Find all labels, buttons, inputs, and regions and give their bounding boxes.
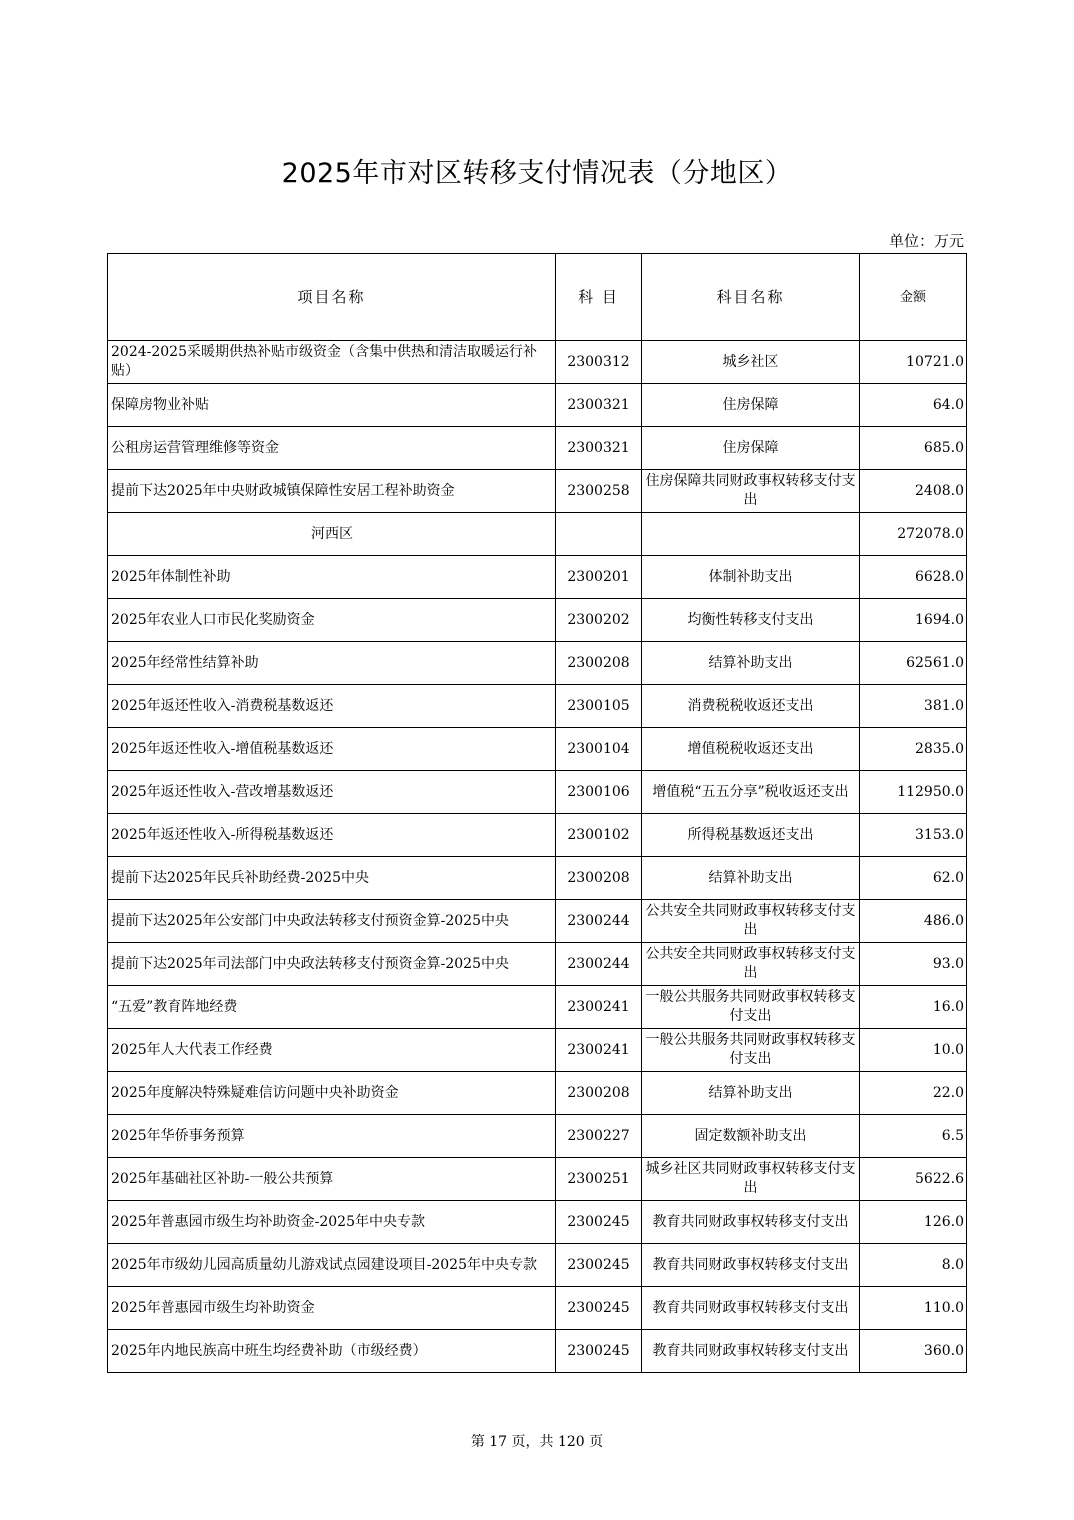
row-subject: 教育共同财政事权转移支付支出: [642, 1244, 860, 1287]
header-code: 科 目: [556, 254, 642, 341]
row-amount: 1694.0: [860, 599, 967, 642]
row-amount: 272078.0: [860, 513, 967, 556]
row-amount: 2408.0: [860, 470, 967, 513]
table-row: [108, 1115, 967, 1158]
row-code: [556, 513, 642, 556]
row-subject: 结算补助支出: [642, 642, 860, 685]
table-row: [108, 556, 967, 599]
row-code: 2300312: [556, 341, 642, 384]
row-amount: 486.0: [860, 900, 967, 943]
row-name: 提前下达2025年公安部门中央政法转移支付预资金算-2025中央: [108, 900, 556, 943]
row-name: 2025年内地民族高中班生均经费补助（市级经费）: [108, 1330, 556, 1373]
row-subject: 结算补助支出: [642, 857, 860, 900]
row-code: 2300104: [556, 728, 642, 771]
row-name: 2025年经常性结算补助: [108, 642, 556, 685]
row-name: 2025年返还性收入-所得税基数返还: [108, 814, 556, 857]
table-row: [108, 728, 967, 771]
row-code: 2300227: [556, 1115, 642, 1158]
row-code: 2300202: [556, 599, 642, 642]
row-subject: 所得税基数返还支出: [642, 814, 860, 857]
row-code: 2300208: [556, 1072, 642, 1115]
row-amount: 6.5: [860, 1115, 967, 1158]
row-subject: 城乡社区共同财政事权转移支付支出: [642, 1158, 860, 1201]
row-subject: 增值税税收返还支出: [642, 728, 860, 771]
row-subject: 住房保障: [642, 427, 860, 470]
table-header-row: [108, 254, 967, 341]
row-code: 2300244: [556, 900, 642, 943]
table-row: [108, 599, 967, 642]
row-code: 2300251: [556, 1158, 642, 1201]
row-amount: 685.0: [860, 427, 967, 470]
table-row: [108, 341, 967, 384]
row-name: 保障房物业补贴: [108, 384, 556, 427]
row-code: 2300258: [556, 470, 642, 513]
table-row: [108, 1029, 967, 1072]
section-row: [108, 513, 967, 556]
row-code: 2300208: [556, 642, 642, 685]
row-name: 提前下达2025年民兵补助经费-2025中央: [108, 857, 556, 900]
row-amount: 126.0: [860, 1201, 967, 1244]
table-row: [108, 470, 967, 513]
row-name: 2025年人大代表工作经费: [108, 1029, 556, 1072]
row-subject: 固定数额补助支出: [642, 1115, 860, 1158]
row-subject: 消费税税收返还支出: [642, 685, 860, 728]
row-name: “五爱”教育阵地经费: [108, 986, 556, 1029]
row-name: 河西区: [108, 513, 556, 556]
row-amount: 22.0: [860, 1072, 967, 1115]
row-subject: 一般公共服务共同财政事权转移支付支出: [642, 986, 860, 1029]
row-name: 提前下达2025年司法部门中央政法转移支付预资金算-2025中央: [108, 943, 556, 986]
row-name: 2025年普惠园市级生均补助资金-2025年中央专款: [108, 1201, 556, 1244]
table-row: [108, 685, 967, 728]
row-name: 公租房运营管理维修等资金: [108, 427, 556, 470]
row-subject: 教育共同财政事权转移支付支出: [642, 1287, 860, 1330]
row-amount: 16.0: [860, 986, 967, 1029]
row-code: 2300105: [556, 685, 642, 728]
table-row: [108, 857, 967, 900]
row-code: 2300245: [556, 1330, 642, 1373]
unit-label: 单位：万元: [888, 232, 964, 250]
row-amount: 10721.0: [860, 341, 967, 384]
row-code: 2300106: [556, 771, 642, 814]
row-subject: 住房保障: [642, 384, 860, 427]
row-amount: 62561.0: [860, 642, 967, 685]
row-subject: 结算补助支出: [642, 1072, 860, 1115]
row-amount: 381.0: [860, 685, 967, 728]
row-amount: 64.0: [860, 384, 967, 427]
row-amount: 110.0: [860, 1287, 967, 1330]
table-row: [108, 1330, 967, 1373]
table-row: [108, 1244, 967, 1287]
transfer-payment-table: [107, 253, 967, 1373]
table-row: [108, 384, 967, 427]
row-code: 2300201: [556, 556, 642, 599]
row-subject: [642, 513, 860, 556]
row-amount: 62.0: [860, 857, 967, 900]
row-name: 2025年华侨事务预算: [108, 1115, 556, 1158]
row-name: 2025年度解决特殊疑难信访问题中央补助资金: [108, 1072, 556, 1115]
row-amount: 5622.6: [860, 1158, 967, 1201]
row-code: 2300321: [556, 427, 642, 470]
row-subject: 增值税“五五分享”税收返还支出: [642, 771, 860, 814]
table-row: [108, 427, 967, 470]
row-amount: 6628.0: [860, 556, 967, 599]
row-amount: 3153.0: [860, 814, 967, 857]
row-amount: 112950.0: [860, 771, 967, 814]
table-row: [108, 943, 967, 986]
row-name: 2024-2025采暖期供热补贴市级资金（含集中供热和清洁取暖运行补贴）: [108, 341, 556, 384]
header-subject: 科目名称: [642, 254, 860, 341]
table-row: [108, 1158, 967, 1201]
table-row: [108, 771, 967, 814]
row-name: 2025年返还性收入-消费税基数返还: [108, 685, 556, 728]
row-amount: 360.0: [860, 1330, 967, 1373]
row-name: 提前下达2025年中央财政城镇保障性安居工程补助资金: [108, 470, 556, 513]
row-subject: 城乡社区: [642, 341, 860, 384]
row-code: 2300102: [556, 814, 642, 857]
row-name: 2025年市级幼儿园高质量幼儿游戏试点园建设项目-2025年中央专款: [108, 1244, 556, 1287]
row-subject: 公共安全共同财政事权转移支付支出: [642, 900, 860, 943]
row-code: 2300321: [556, 384, 642, 427]
row-code: 2300241: [556, 986, 642, 1029]
table-row: [108, 900, 967, 943]
row-code: 2300241: [556, 1029, 642, 1072]
row-subject: 教育共同财政事权转移支付支出: [642, 1330, 860, 1373]
row-amount: 93.0: [860, 943, 967, 986]
table-row: [108, 1201, 967, 1244]
table-row: [108, 986, 967, 1029]
row-subject: 体制补助支出: [642, 556, 860, 599]
row-name: 2025年普惠园市级生均补助资金: [108, 1287, 556, 1330]
table-row: [108, 642, 967, 685]
header-name: 项目名称: [108, 254, 556, 341]
row-name: 2025年体制性补助: [108, 556, 556, 599]
row-name: 2025年返还性收入-增值税基数返还: [108, 728, 556, 771]
row-name: 2025年返还性收入-营改增基数返还: [108, 771, 556, 814]
row-name: 2025年农业人口市民化奖励资金: [108, 599, 556, 642]
table-row: [108, 1287, 967, 1330]
page-title: 2025年市对区转移支付情况表（分地区）: [281, 158, 793, 189]
row-subject: 均衡性转移支付支出: [642, 599, 860, 642]
row-subject: 住房保障共同财政事权转移支付支出: [642, 470, 860, 513]
row-subject: 教育共同财政事权转移支付支出: [642, 1201, 860, 1244]
row-amount: 10.0: [860, 1029, 967, 1072]
row-amount: 2835.0: [860, 728, 967, 771]
row-code: 2300245: [556, 1201, 642, 1244]
row-code: 2300245: [556, 1287, 642, 1330]
row-name: 2025年基础社区补助-一般公共预算: [108, 1158, 556, 1201]
row-code: 2300208: [556, 857, 642, 900]
page-footer: 第 17 页，共 120 页: [470, 1434, 604, 1450]
row-code: 2300245: [556, 1244, 642, 1287]
row-subject: 公共安全共同财政事权转移支付支出: [642, 943, 860, 986]
row-code: 2300244: [556, 943, 642, 986]
table-row: [108, 1072, 967, 1115]
row-subject: 一般公共服务共同财政事权转移支付支出: [642, 1029, 860, 1072]
table-row: [108, 814, 967, 857]
header-amount: 金额: [860, 254, 967, 341]
row-amount: 8.0: [860, 1244, 967, 1287]
